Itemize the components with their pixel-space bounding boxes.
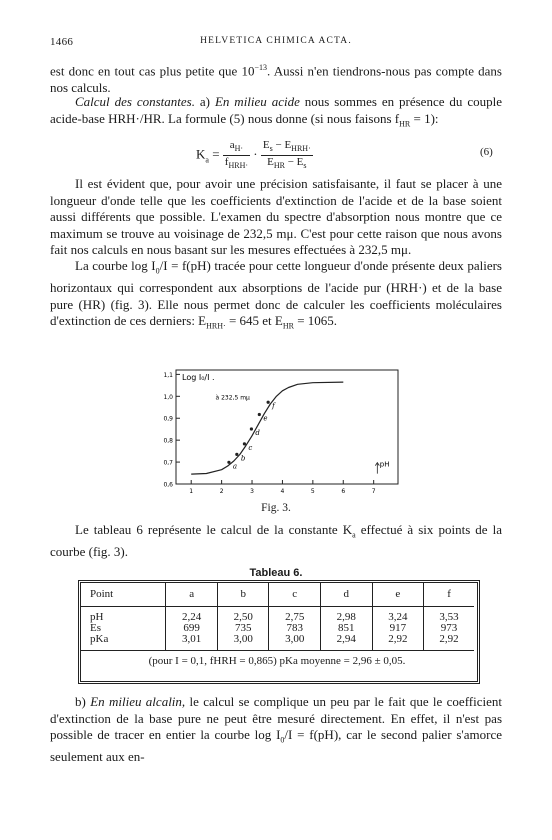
table-cell: 3,24 (372, 607, 424, 624)
x-axis-label: pH (379, 460, 390, 469)
table-cell: 699 (166, 623, 218, 634)
data-point-f (267, 401, 270, 404)
data-point-label: b (240, 454, 246, 463)
y-tick-label: 1,0 (163, 393, 173, 401)
table-header-row (80, 582, 474, 607)
table-footnote: (pour I = 0,1, fHRH = 0,865) pKa moyenne = 2,96 ± 0,05. (80, 651, 474, 672)
equation-6: $K_a$ = $\frac{a_{H\cdot}}{f_{HRH\cdot}}$ · $\frac{E_s - E_{HRH\cdot}}{E_{HR} - E_s}$ (196, 139, 311, 171)
chart-annotation: à 232,5 mμ (215, 394, 250, 402)
chart-title: Log I₀/I . (182, 373, 215, 382)
table-cell: 3,00 (217, 634, 269, 651)
data-point-b (235, 453, 238, 456)
table-row (80, 607, 474, 624)
fraction-extinction: $\frac{E_s - E_{HRH\cdot}}{E_{HR} - E_s}$ (262, 139, 311, 171)
data-point-a (227, 461, 230, 464)
table-row (80, 634, 474, 651)
data-point-label: f (272, 402, 275, 411)
table-header-cell: f (424, 582, 474, 607)
table-row-label: Es (90, 622, 101, 634)
journal-title: HELVETICA CHIMICA ACTA. (200, 36, 352, 46)
y-tick-label: 1,1 (163, 371, 173, 379)
table-header-cell: e (372, 582, 424, 607)
table-row-label: pKa (90, 633, 109, 645)
table-header-cell: d (321, 582, 373, 607)
table-cell: 917 (372, 623, 424, 634)
equation-number: (6) (480, 146, 493, 158)
table-header-cell: c (269, 582, 321, 607)
table-cell: 3,00 (269, 634, 321, 651)
table-cell: 2,94 (321, 634, 373, 651)
x-tick-label: 4 (280, 488, 285, 495)
plot-frame (176, 370, 398, 484)
x-tick-label: 6 (341, 488, 346, 495)
data-point-e (258, 413, 261, 416)
table-6 (80, 582, 474, 671)
paragraph-curve: La courbe $\log I_0/I = f(pH)$ tracée pour cette longueur d'onde présente deux paliers horizontaux qui correspondent aux absorptions de l'acide pur (HRH·) et de la base pure (HR) (fig. 3). Elle nous permet donc de calculer les coefficients moléculaires d'extinction de ces derniers: $E_{HRH\cdot} = 645$ et $E_{HR} = 1065$. (50, 258, 502, 331)
table-cell: 735 (217, 623, 269, 634)
table-cell: 2,75 (269, 607, 321, 624)
x-tick-label: 2 (219, 488, 224, 495)
y-tick-label: 0,6 (163, 481, 173, 489)
table-footnote-row (80, 651, 474, 672)
figure-caption: Fig. 3. (261, 502, 291, 514)
paragraph-alkaline: b) En milieu alcalin, le calcul se complique un peu par le fait que le coefficient d'extinction de la base pure ne peut être mesuré directement. En effet, il n'est pas possible de tracer en entier la courbe $\log I_0/I = f(pH)$, car le second palier s'amorce seulement aux en- (50, 694, 502, 765)
x-tick-label: 5 (310, 488, 315, 495)
table-header-cell: b (217, 582, 269, 607)
x-tick-label: 1 (189, 488, 194, 495)
table-cell: 2,24 (166, 607, 218, 624)
y-tick-label: 0,7 (163, 459, 173, 467)
figure-3-chart (150, 366, 402, 500)
x-tick-label: 7 (371, 488, 376, 495)
table-row (80, 623, 474, 634)
paragraph-constants: Calcul des constantes. a) En milieu acide nous sommes en présence du couple acide-base HRH·/HR. La formule (5) nous donne (si nous faisons $f_{HR} = 1$): (50, 94, 502, 129)
y-tick-label: 0,8 (163, 437, 173, 445)
paragraph-continuation: est donc en tout cas plus petite que $10^{-13}$. Aussi n'en tiendrons-nous pas compte dans nos calculs. (50, 63, 502, 95)
running-header (0, 36, 552, 50)
table-title: Tableau 6. (249, 567, 303, 579)
table-cell: 783 (269, 623, 321, 634)
y-tick-label: 0,9 (163, 415, 173, 423)
data-point-c (243, 442, 246, 445)
table-cell: 3,01 (166, 634, 218, 651)
series-line (191, 382, 343, 474)
data-point-label: d (255, 428, 260, 437)
table-cell: 2,92 (372, 634, 424, 651)
data-point-label: a (232, 462, 238, 471)
table-cell: 973 (424, 623, 474, 634)
table-cell: 2,98 (321, 607, 373, 624)
x-tick-label: 3 (250, 488, 254, 495)
table-cell: 3,53 (424, 607, 474, 624)
table-row-label: pH (90, 611, 104, 623)
paragraph-wavelength: Il est évident que, pour avoir une précision satisfaisante, il faut se placer à une longueur d'onde telle que les coefficients d'extinction de l'acide et de la base soient aussi différents que possible. L'examen du spectre d'absorption nous montre que ce maximum se trouve au voisinage de 232,5 mμ. C'est pour cette raison que nous avons fait nos calculs en nous basant sur les mesures effectuées à 232,5 mμ. (50, 176, 502, 257)
paragraph-table-intro: Le tableau 6 représente le calcul de la constante $K_a$ effectué à six points de la courbe (fig. 3). (50, 522, 503, 560)
table-header-cell: a (166, 582, 218, 607)
data-point-label: c (248, 443, 253, 452)
table-cell: 851 (321, 623, 373, 634)
fraction-activity: $\frac{a_{H\cdot}}{f_{HRH\cdot}}$ (224, 139, 249, 171)
data-point-d (250, 427, 253, 430)
table-cell: 2,50 (217, 607, 269, 624)
page-number: 1466 (50, 36, 74, 48)
table-cell: 2,92 (424, 634, 474, 651)
table-header-cell: Point (80, 582, 166, 607)
data-point-label: e (263, 414, 268, 423)
